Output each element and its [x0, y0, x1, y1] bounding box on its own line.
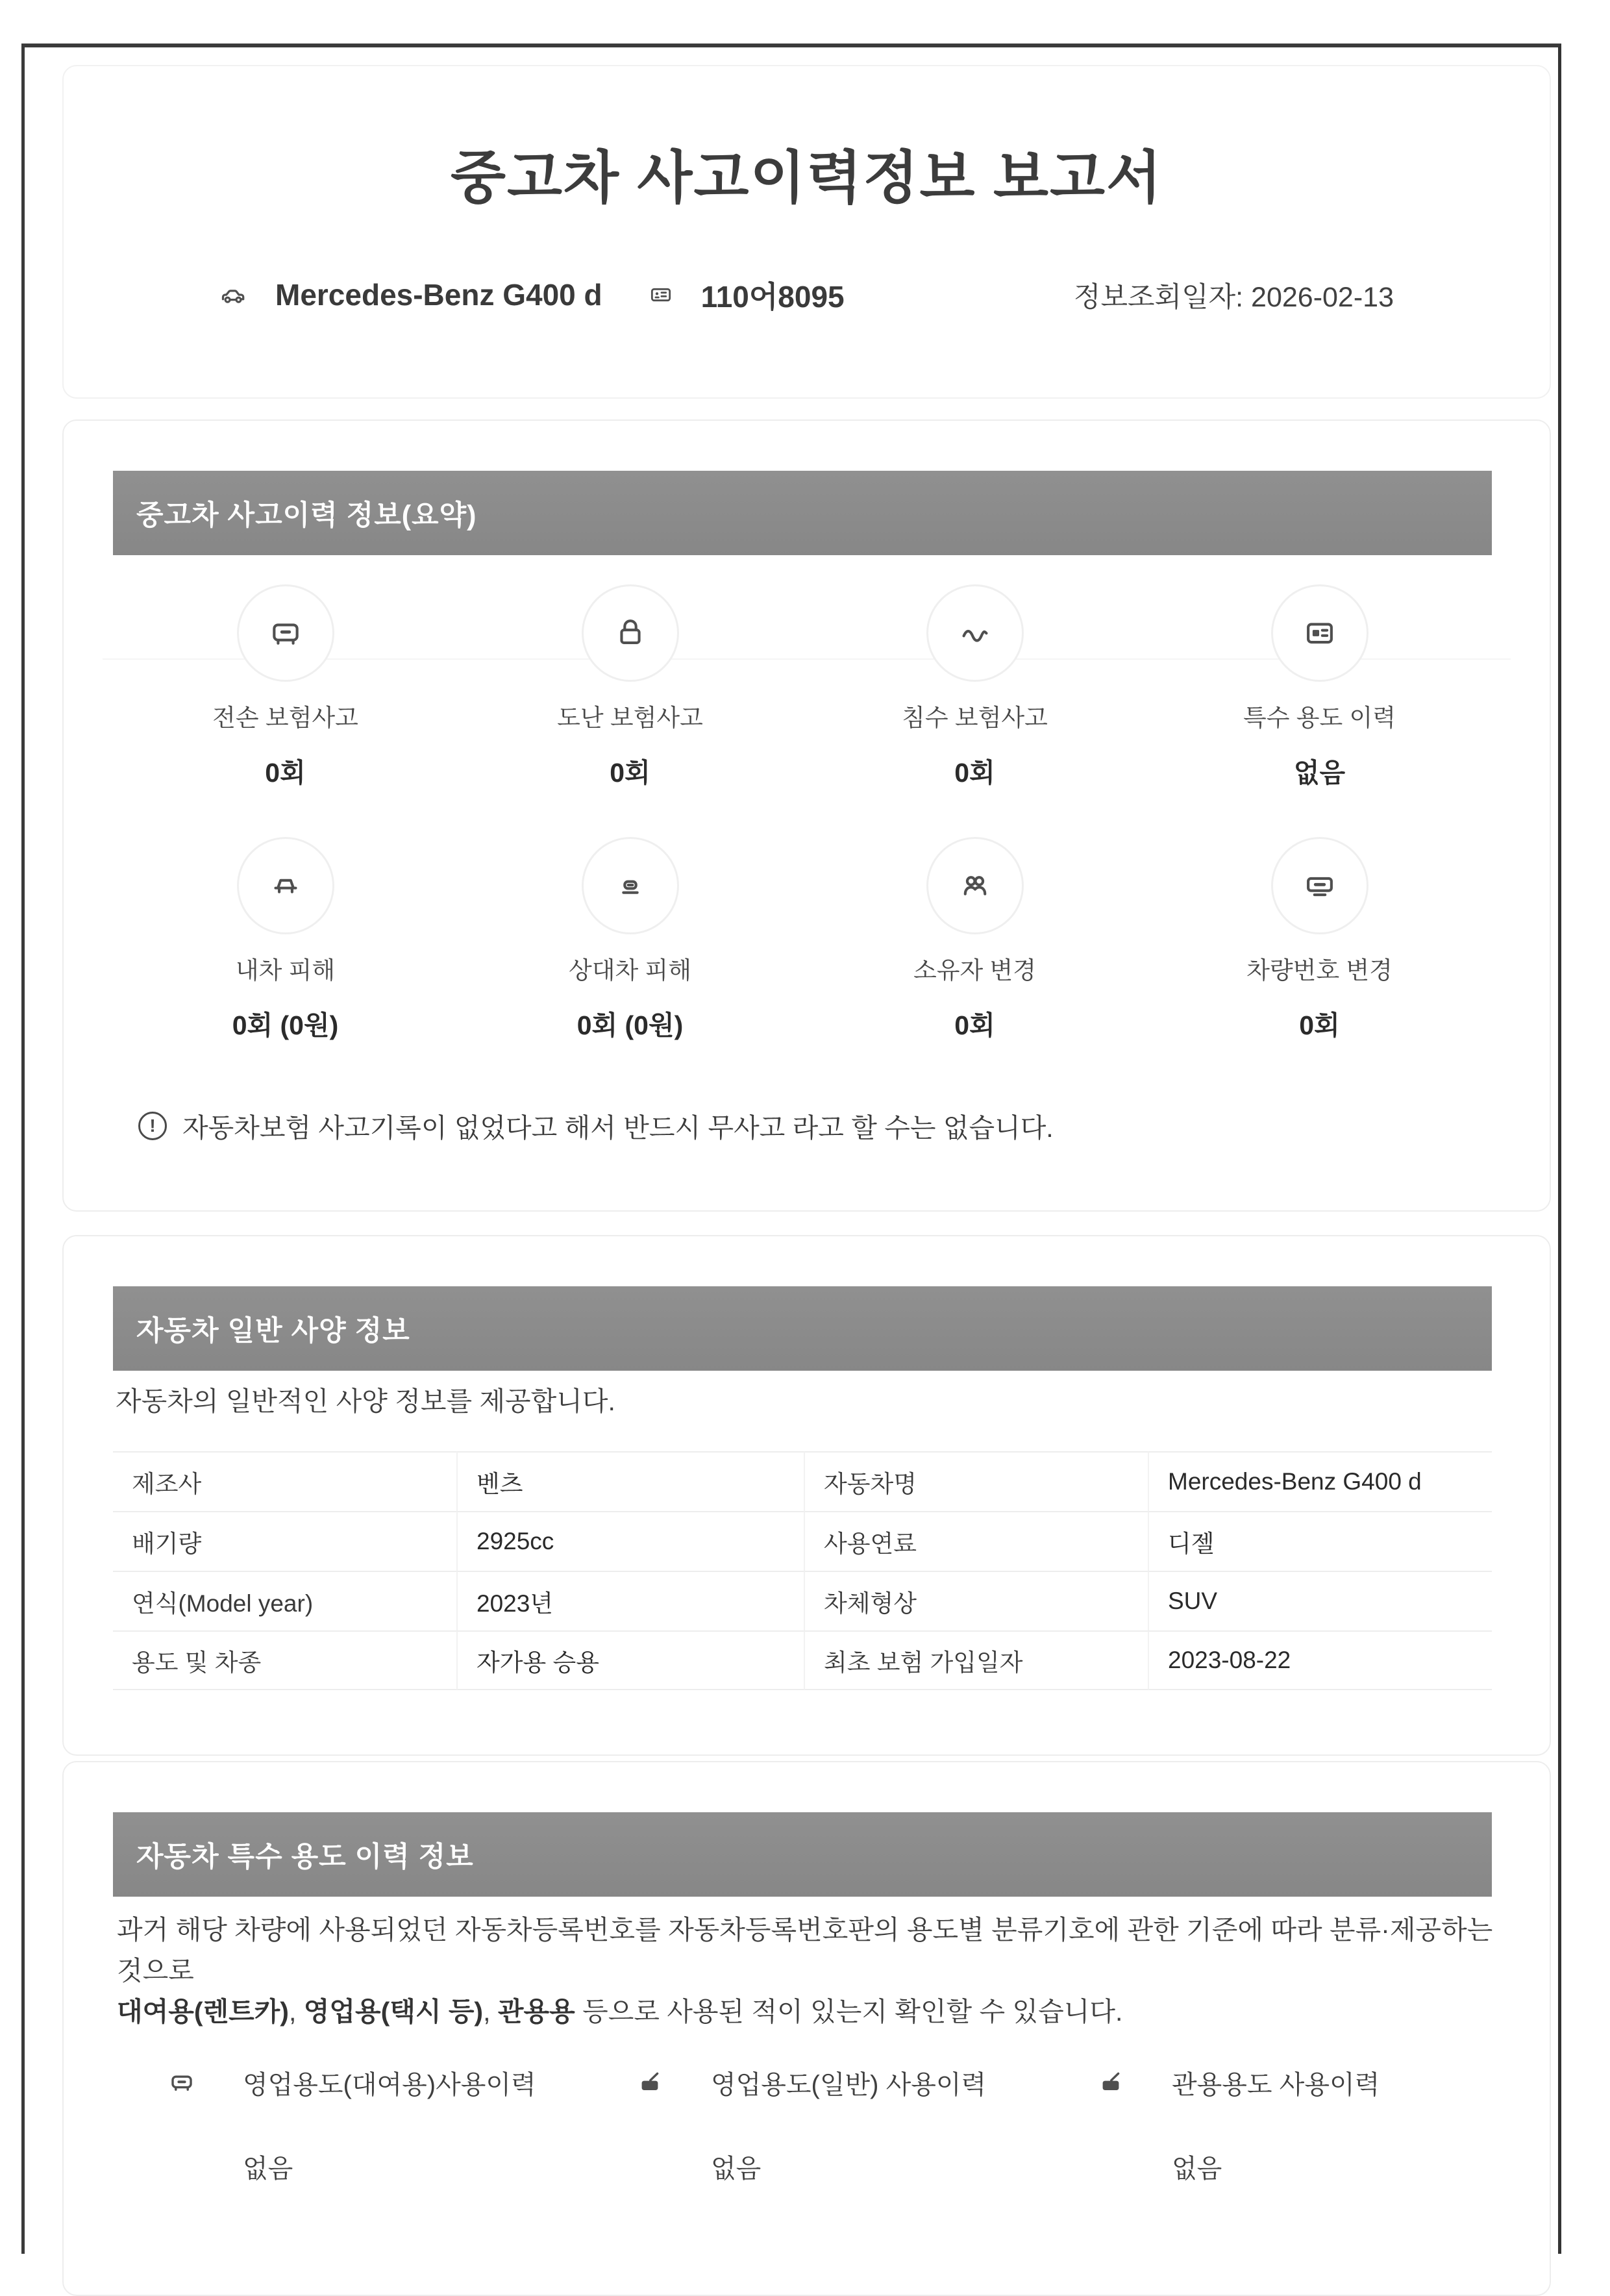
- summary-item-owner-change: [802, 837, 1147, 1040]
- icon-circle: [237, 837, 334, 934]
- exclamation-circle-icon: !: [138, 1112, 167, 1140]
- summary-item-label: 특수 용도 이력: [1243, 705, 1396, 731]
- vehicle-info-row: [218, 275, 845, 314]
- car-front-icon: [267, 614, 304, 652]
- summary-item-my-car-damage: [113, 837, 458, 1040]
- special-description: [117, 1910, 1500, 2032]
- summary-item-other-car-damage: [458, 837, 802, 1040]
- table-cell-label: 자동차명: [804, 1451, 1148, 1511]
- license-plate-icon: [648, 282, 674, 308]
- table-cell-label: 용도 및 차종: [113, 1630, 456, 1690]
- summary-item-value: 0회 (0원): [232, 1010, 339, 1040]
- summary-item-value: 0회: [265, 758, 306, 788]
- notice-row: [138, 1106, 1054, 1145]
- spec-description: 자동차의 일반적인 사양 정보를 제공합니다.: [116, 1386, 615, 1416]
- spec-table: [113, 1451, 1492, 1690]
- owners-icon: [956, 867, 994, 905]
- summary-item-plate-change: [1147, 837, 1492, 1040]
- summary-item-value: 0회 (0원): [576, 1010, 684, 1040]
- summary-item-theft: [458, 584, 802, 788]
- special-description-text: ,: [288, 1997, 304, 2027]
- table-cell-value: 2925cc: [456, 1511, 804, 1571]
- summary-item-value: 0회: [610, 758, 650, 788]
- plate-change-icon: [1301, 867, 1339, 905]
- table-cell-value: 2023년: [456, 1571, 804, 1630]
- my-car-icon: [267, 867, 304, 905]
- summary-grid: [113, 584, 1492, 1040]
- spec-card: [62, 1235, 1551, 1756]
- summary-item-label: 상대차 피해: [569, 957, 691, 984]
- summary-section-header: 중고차 사고이력 정보(요약): [113, 471, 1492, 555]
- icon-circle: [1271, 837, 1368, 934]
- summary-item-label: 침수 보험사고: [902, 705, 1048, 731]
- summary-item-label: 소유자 변경: [913, 957, 1036, 984]
- spec-section-header: 자동차 일반 사양 정보: [113, 1286, 1492, 1371]
- special-use-card: [62, 1761, 1551, 2296]
- rental-car-icon: [166, 2067, 197, 2098]
- car-side-icon: [218, 280, 248, 310]
- summary-item-label: 내차 피해: [235, 957, 336, 984]
- stamp-icon: [1095, 2067, 1126, 2098]
- icon-circle: [582, 837, 679, 934]
- special-description-line1: 과거 해당 차량에 사용되었던 자동차등록번호를 자동차등록번호판의 용도별 분류기호에 관한 기준에 따라 분류·제공하는 것으로: [117, 1915, 1493, 1986]
- table-cell-label: 차체형상: [804, 1571, 1148, 1630]
- special-description-bold: 대여용(렌트카): [117, 1997, 289, 2027]
- special-item-label: 영업용도(대여용)사용이력: [243, 2070, 536, 2099]
- special-description-bold: 영업용(택시 등): [303, 1997, 484, 2027]
- summary-item-label: 전손 보험사고: [212, 705, 358, 731]
- table-cell-label: 제조사: [113, 1451, 456, 1511]
- special-item-value: 없음: [711, 2154, 762, 2183]
- summary-item-value: 0회: [1299, 1010, 1340, 1040]
- summary-item-label: 차량번호 변경: [1246, 957, 1393, 984]
- summary-item-value: 0회: [954, 1010, 995, 1040]
- table-cell-label: 최초 보험 가입일자: [804, 1630, 1148, 1690]
- table-cell-label: 배기량: [113, 1511, 456, 1571]
- special-item-label: 영업용도(일반) 사용이력: [711, 2070, 987, 2099]
- special-item-rental: [166, 2067, 536, 2098]
- special-item-value: 없음: [243, 2154, 293, 2183]
- table-cell-value: 디젤: [1148, 1511, 1492, 1571]
- plate-number: 110어8095: [700, 280, 845, 314]
- special-description-text: 등으로 사용된 적이 있는지 확인할 수 있습니다.: [575, 1997, 1123, 2027]
- vehicle-model: Mercedes-Benz G400 d: [275, 278, 602, 312]
- special-card-icon: [1301, 614, 1339, 652]
- table-cell-value: 벤츠: [456, 1451, 804, 1511]
- header-card: [62, 65, 1551, 399]
- summary-item-special-use: [1147, 584, 1492, 788]
- icon-circle: [926, 837, 1024, 934]
- wave-icon: [956, 614, 994, 652]
- lock-icon: [612, 614, 649, 652]
- table-cell-label: 사용연료: [804, 1511, 1148, 1571]
- notice-text: 자동차보험 사고기록이 없었다고 해서 반드시 무사고 라고 할 수는 없습니다.: [182, 1113, 1054, 1143]
- summary-item-label: 도난 보험사고: [557, 705, 703, 731]
- icon-circle: [926, 584, 1024, 682]
- table-cell-value: 자가용 승용: [456, 1630, 804, 1690]
- table-cell-value: SUV: [1148, 1571, 1492, 1630]
- page-title: 중고차 사고이력정보 보고서: [451, 145, 1163, 210]
- summary-item-value: 0회: [954, 758, 995, 788]
- icon-circle: [237, 584, 334, 682]
- table-cell-value: Mercedes-Benz G400 d: [1148, 1451, 1492, 1511]
- special-item-label: 관용용도 사용이력: [1172, 2070, 1380, 2099]
- special-item-business: [634, 2067, 986, 2098]
- special-item-value: 없음: [1172, 2154, 1222, 2183]
- special-description-text: ,: [483, 1997, 498, 2027]
- summary-item-total-loss: [113, 584, 458, 788]
- table-cell-value: 2023-08-22: [1148, 1630, 1492, 1690]
- special-description-bold: 관용용: [497, 1997, 575, 2027]
- summary-item-value: 없음: [1293, 758, 1346, 788]
- table-cell-label: 연식(Model year): [113, 1571, 456, 1630]
- summary-card: [62, 419, 1551, 1212]
- query-date: 정보조회일자: 2026-02-13: [1073, 281, 1394, 313]
- special-item-official: [1095, 2067, 1380, 2098]
- icon-circle: [582, 584, 679, 682]
- stamp-icon: [634, 2067, 665, 2098]
- other-car-icon: [612, 867, 649, 905]
- special-section-header: 자동차 특수 용도 이력 정보: [113, 1812, 1492, 1897]
- summary-item-flood: [802, 584, 1147, 788]
- icon-circle: [1271, 584, 1368, 682]
